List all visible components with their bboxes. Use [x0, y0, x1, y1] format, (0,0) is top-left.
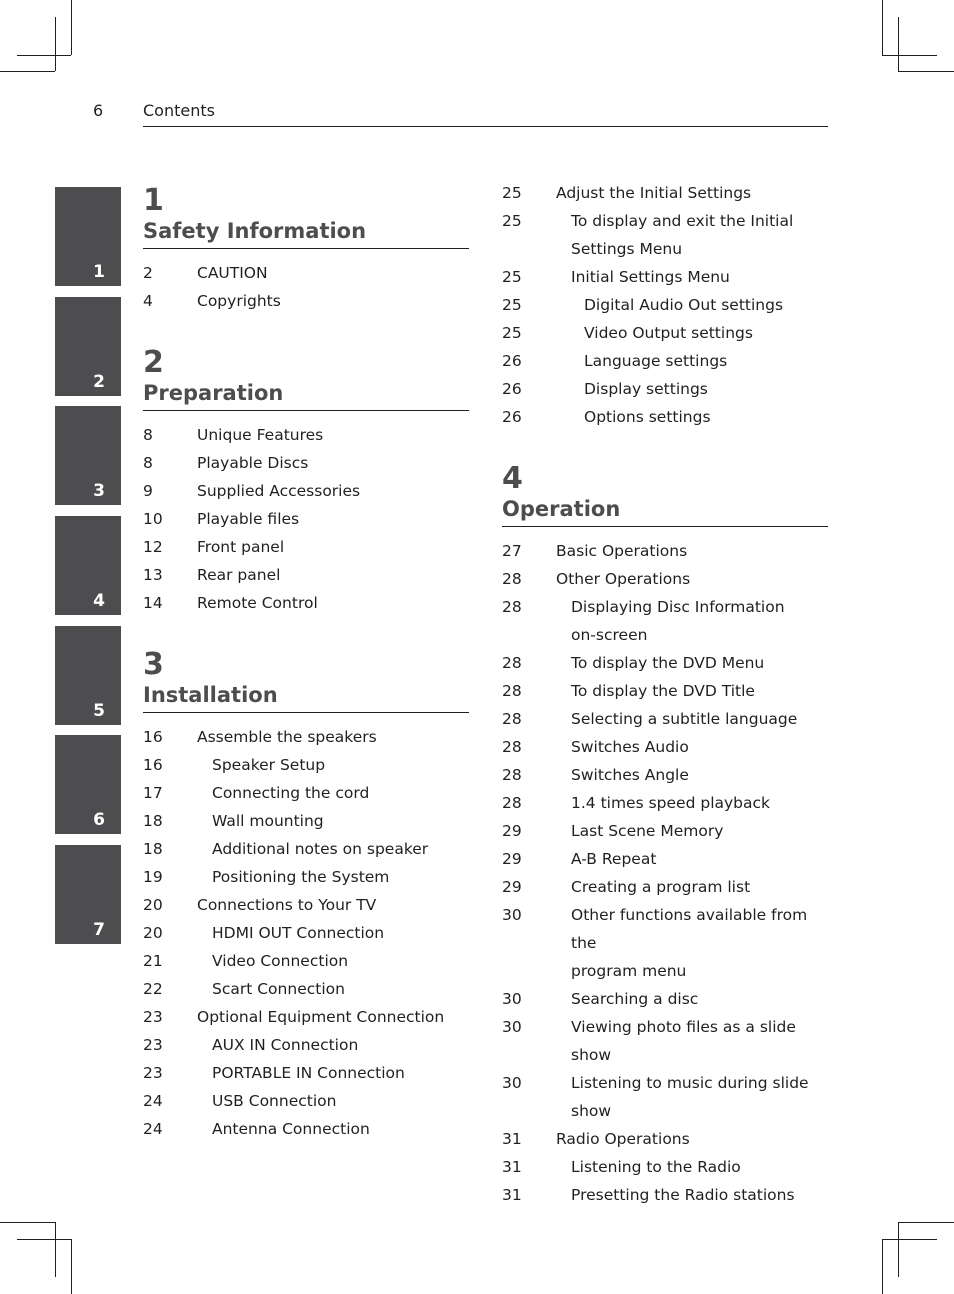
toc-entry[interactable] — [502, 1097, 828, 1125]
toc-entry-text: Searching a disc — [571, 990, 699, 1008]
toc-entry[interactable] — [143, 1115, 469, 1143]
toc-entry[interactable] — [143, 807, 469, 835]
toc-entry-text: Supplied Accessories — [197, 482, 361, 500]
toc-entry-page: 26 — [502, 380, 522, 398]
toc-entry[interactable] — [143, 1059, 469, 1087]
toc-entry-text: HDMI OUT Connection — [212, 924, 385, 942]
toc-entry-page: 29 — [502, 822, 522, 840]
toc-entry-page: 27 — [502, 542, 522, 560]
toc-entry-text: Settings Menu — [571, 240, 683, 258]
toc-entry-page: 23 — [143, 1036, 163, 1054]
chapter-tab-1[interactable] — [55, 187, 121, 286]
toc-entry-page: 31 — [502, 1186, 522, 1204]
toc-entry-text: on-screen — [571, 626, 648, 644]
toc-entry-text: Selecting a subtitle language — [571, 710, 798, 728]
toc-entry[interactable] — [502, 817, 828, 845]
section-number: 4 — [502, 461, 523, 496]
toc-entry-page: 2 — [143, 264, 153, 282]
toc-entry-page: 31 — [502, 1130, 522, 1148]
toc-entry-page: 28 — [502, 766, 522, 784]
toc-entry-text: Video Output settings — [584, 324, 753, 342]
toc-entry[interactable] — [502, 621, 828, 649]
toc-entry-page: 25 — [502, 324, 522, 342]
toc-entry-page: 25 — [502, 296, 522, 314]
toc-entry-page: 25 — [502, 184, 522, 202]
toc-entry-text: Adjust the Initial Settings — [556, 184, 752, 202]
toc-entries — [143, 259, 469, 315]
toc-entry[interactable] — [143, 287, 469, 315]
crop-mark — [882, 0, 883, 55]
toc-entry-text: Switches Audio — [571, 738, 689, 756]
crop-mark — [882, 1239, 883, 1294]
toc-entry[interactable] — [502, 403, 828, 431]
toc-entry[interactable] — [143, 863, 469, 891]
chapter-tab-label: 3 — [93, 481, 105, 501]
chapter-tab-label: 1 — [93, 262, 105, 282]
toc-entries — [143, 421, 469, 617]
toc-entry-page: 13 — [143, 566, 163, 584]
toc-entry-page: 28 — [502, 794, 522, 812]
toc-entry[interactable] — [502, 845, 828, 873]
toc-entry-text: Front panel — [197, 538, 285, 556]
toc-entry[interactable] — [143, 561, 469, 589]
toc-entry-text: Displaying Disc Information — [571, 598, 785, 616]
crop-mark — [71, 1239, 72, 1294]
toc-entry[interactable] — [502, 291, 828, 319]
toc-entry[interactable] — [143, 723, 469, 751]
toc-entry-page: 20 — [143, 896, 163, 914]
toc-entry-page: 30 — [502, 1074, 522, 1092]
toc-entry-page: 28 — [502, 738, 522, 756]
toc-entry[interactable] — [502, 537, 828, 565]
toc-entry-page: 18 — [143, 840, 163, 858]
crop-mark — [55, 17, 56, 71]
header-rule — [143, 126, 828, 127]
toc-entry-text: Remote Control — [197, 594, 318, 612]
toc-entry-page: 28 — [502, 570, 522, 588]
toc-entry-text: Additional notes on speaker — [212, 840, 429, 858]
toc-entry[interactable] — [502, 1069, 828, 1097]
toc-entry-text: Wall mounting — [212, 812, 324, 830]
toc-entry-page: 24 — [143, 1092, 163, 1110]
toc-entry-text: program menu — [571, 962, 687, 980]
toc-entry-text: To display the DVD Menu — [571, 654, 765, 672]
toc-entry-text: CAUTION — [197, 264, 268, 282]
toc-entry-page: 10 — [143, 510, 163, 528]
crop-mark — [882, 1239, 937, 1240]
toc-entry-text: Switches Angle — [571, 766, 689, 784]
toc-entry[interactable] — [143, 259, 469, 287]
toc-entry[interactable] — [502, 649, 828, 677]
toc-entry-page: 8 — [143, 426, 153, 444]
toc-entry-page: 12 — [143, 538, 163, 556]
toc-entry-page: 23 — [143, 1064, 163, 1082]
chapter-tab-5[interactable] — [55, 626, 121, 725]
toc-entry-text: Digital Audio Out settings — [584, 296, 784, 314]
crop-mark — [17, 1239, 71, 1240]
toc-entry-text: Listening to the Radio — [571, 1158, 741, 1176]
toc-entry[interactable] — [143, 1003, 469, 1031]
page-title: Contents — [143, 101, 215, 120]
toc-entry-page: 18 — [143, 812, 163, 830]
toc-entries — [502, 179, 828, 431]
toc-entry[interactable] — [143, 891, 469, 919]
toc-entry-page: 20 — [143, 924, 163, 942]
toc-entry-text: Radio Operations — [556, 1130, 690, 1148]
toc-entry-text: Viewing photo files as a slide show — [571, 1018, 796, 1064]
crop-mark — [55, 1222, 56, 1277]
toc-entry[interactable] — [502, 1153, 828, 1181]
toc-entry[interactable] — [143, 919, 469, 947]
toc-entry[interactable] — [502, 1125, 828, 1153]
section-title[interactable]: Preparation — [143, 378, 469, 411]
toc-entry-text: Optional Equipment Connection — [197, 1008, 445, 1026]
toc-entry[interactable] — [502, 263, 828, 291]
toc-entry-text: Presetting the Radio stations — [571, 1186, 795, 1204]
toc-entry-page: 9 — [143, 482, 153, 500]
toc-entry-text: Assemble the speakers — [197, 728, 377, 746]
section-number: 1 — [143, 183, 164, 218]
toc-entry-text: Language settings — [584, 352, 728, 370]
toc-right-column — [502, 179, 828, 1242]
toc-entry-page: 28 — [502, 710, 522, 728]
toc-entry-page: 4 — [143, 292, 153, 310]
section-title[interactable]: Installation — [143, 680, 469, 713]
toc-entry-text: Options settings — [584, 408, 711, 426]
toc-entry[interactable] — [143, 835, 469, 863]
toc-entry[interactable] — [143, 779, 469, 807]
chapter-tab-label: 2 — [93, 372, 105, 392]
toc-entry-text: Connections to Your TV — [197, 896, 377, 914]
toc-left-column — [143, 183, 469, 1176]
toc-entry[interactable] — [502, 375, 828, 403]
toc-entry-page: 19 — [143, 868, 163, 886]
toc-entry-text: show — [571, 1102, 612, 1120]
toc-entry-text: Playable Discs — [197, 454, 309, 472]
toc-entry[interactable] — [143, 477, 469, 505]
chapter-tab-4[interactable] — [55, 516, 121, 615]
toc-entry-page: 29 — [502, 878, 522, 896]
toc-entry[interactable] — [143, 1087, 469, 1115]
toc-entry-page: 23 — [143, 1008, 163, 1026]
crop-mark — [898, 1222, 899, 1277]
toc-entry[interactable] — [502, 179, 828, 207]
toc-entry[interactable] — [143, 505, 469, 533]
toc-entry-text: AUX IN Connection — [212, 1036, 359, 1054]
chapter-tab-label: 5 — [93, 701, 105, 721]
section-number: 2 — [143, 345, 164, 380]
toc-entry-text: Last Scene Memory — [571, 822, 724, 840]
toc-entry[interactable] — [502, 319, 828, 347]
toc-entry-page: 29 — [502, 850, 522, 868]
crop-mark — [0, 1222, 55, 1223]
section-title[interactable]: Operation — [502, 494, 828, 527]
toc-entry-text: Copyrights — [197, 292, 281, 310]
toc-entry-text: Creating a program list — [571, 878, 751, 896]
toc-entry[interactable] — [502, 593, 828, 621]
toc-entry-page: 31 — [502, 1158, 522, 1176]
toc-entry[interactable] — [143, 1031, 469, 1059]
toc-entry-page: 21 — [143, 952, 163, 970]
toc-entries — [143, 723, 469, 1143]
toc-entry[interactable] — [502, 677, 828, 705]
toc-entry-text: Antenna Connection — [212, 1120, 370, 1138]
toc-entry-page: 16 — [143, 728, 163, 746]
toc-entry-text: To display the DVD Title — [571, 682, 755, 700]
chapter-tab-6[interactable] — [55, 735, 121, 834]
toc-entry-page: 24 — [143, 1120, 163, 1138]
toc-entry[interactable] — [502, 1181, 828, 1209]
toc-entry[interactable] — [143, 751, 469, 779]
toc-entry-text: A-B Repeat — [571, 850, 657, 868]
section-number: 3 — [143, 647, 164, 682]
toc-entry-page: 26 — [502, 352, 522, 370]
toc-entry-text: Connecting the cord — [212, 784, 370, 802]
toc-entry-page: 28 — [502, 682, 522, 700]
toc-entry-text: Unique Features — [197, 426, 324, 444]
crop-mark — [898, 17, 899, 71]
toc-entry-page: 16 — [143, 756, 163, 774]
toc-entry-page: 26 — [502, 408, 522, 426]
toc-entry[interactable] — [143, 533, 469, 561]
toc-entry[interactable] — [502, 733, 828, 761]
toc-entry-text: Listening to music during slide — [571, 1074, 809, 1092]
toc-entry[interactable] — [502, 761, 828, 789]
toc-entry[interactable] — [502, 957, 828, 985]
crop-mark — [898, 1222, 954, 1223]
toc-entry[interactable] — [502, 873, 828, 901]
toc-entry-text: USB Connection — [212, 1092, 337, 1110]
section-title[interactable]: Safety Information — [143, 216, 469, 249]
toc-entry[interactable] — [502, 565, 828, 593]
page-number: 6 — [93, 101, 104, 120]
toc-entry[interactable] — [502, 789, 828, 817]
crop-mark — [71, 0, 72, 55]
toc-entry-page: 17 — [143, 784, 163, 802]
toc-entry-page: 30 — [502, 990, 522, 1008]
toc-entry-text: Basic Operations — [556, 542, 688, 560]
crop-mark — [0, 71, 55, 72]
toc-entry[interactable] — [143, 449, 469, 477]
toc-entry[interactable] — [502, 985, 828, 1013]
toc-entry[interactable] — [502, 235, 828, 263]
toc-entry-text: Rear panel — [197, 566, 281, 584]
toc-entry-text: PORTABLE IN Connection — [212, 1064, 405, 1082]
toc-section — [143, 345, 469, 617]
toc-entry-page: 28 — [502, 654, 522, 672]
toc-entry-text: Video Connection — [212, 952, 349, 970]
toc-section — [502, 461, 828, 1209]
crop-mark — [17, 55, 71, 56]
chapter-tab-label: 4 — [93, 591, 105, 611]
chapter-tab-2[interactable] — [55, 297, 121, 396]
toc-entry-text: Scart Connection — [212, 980, 345, 998]
toc-entry-page: 25 — [502, 268, 522, 286]
toc-entry-page: 30 — [502, 906, 522, 924]
toc-section — [143, 183, 469, 315]
toc-entry[interactable] — [143, 975, 469, 1003]
toc-entry-text: To display and exit the Initial — [571, 212, 794, 230]
chapter-tab-3[interactable] — [55, 406, 121, 505]
toc-section — [143, 647, 469, 1143]
toc-entry-text: Initial Settings Menu — [571, 268, 730, 286]
toc-entry-text: Speaker Setup — [212, 756, 326, 774]
crop-mark — [882, 55, 937, 56]
toc-entry[interactable] — [502, 901, 828, 957]
toc-entry[interactable] — [143, 421, 469, 449]
chapter-tab-7[interactable] — [55, 845, 121, 944]
toc-entry[interactable] — [143, 947, 469, 975]
toc-entry[interactable] — [502, 1013, 828, 1069]
toc-entry-page: 14 — [143, 594, 163, 612]
toc-entry-page: 8 — [143, 454, 153, 472]
toc-entry-text: Other functions available from the — [571, 906, 808, 952]
toc-entry-text: Other Operations — [556, 570, 691, 588]
toc-entry-page: 30 — [502, 1018, 522, 1036]
toc-entry-page: 25 — [502, 212, 522, 230]
toc-entry-text: 1.4 times speed playback — [571, 794, 771, 812]
toc-entry[interactable] — [502, 347, 828, 375]
toc-entry-page: 22 — [143, 980, 163, 998]
crop-mark — [898, 71, 954, 72]
toc-entry[interactable] — [502, 705, 828, 733]
chapter-tab-label: 6 — [93, 810, 105, 830]
toc-entry-text: Positioning the System — [212, 868, 390, 886]
toc-entry[interactable] — [502, 207, 828, 235]
toc-entry-text: Display settings — [584, 380, 708, 398]
toc-entry-page: 28 — [502, 598, 522, 616]
toc-entry-text: Playable files — [197, 510, 300, 528]
chapter-tab-label: 7 — [93, 920, 105, 940]
toc-entry[interactable] — [143, 589, 469, 617]
toc-entries — [502, 537, 828, 1209]
